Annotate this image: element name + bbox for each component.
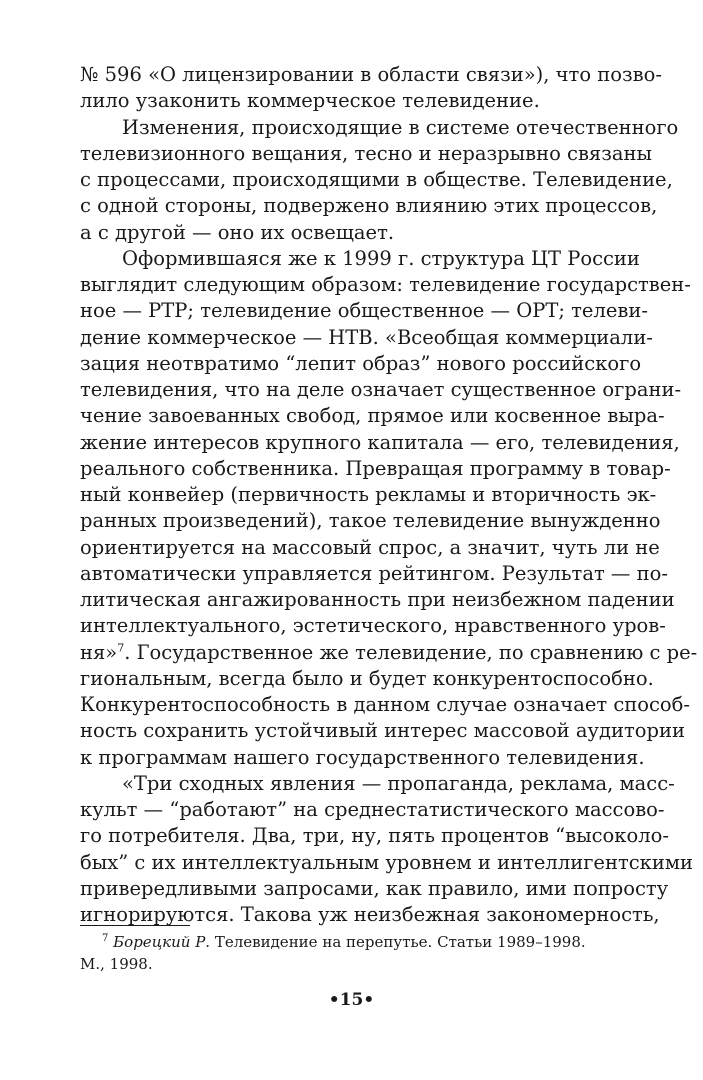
text-line: телевизионного вещания, тесно и неразрывно связаны xyxy=(80,141,653,165)
text-line: литическая ангажированность при неизбежном падении xyxy=(80,588,675,611)
text-line: выглядит следующим образом: телевидение государствен- xyxy=(80,273,691,296)
text-line: чение завоеванных свобод, прямое или косвенное выра- xyxy=(80,404,665,428)
text-line: «Три сходных явления — пропаганда, реклама, масс- xyxy=(122,771,675,795)
text-line: ное — РТР; телевидение общественное — ОРТ; телеви- xyxy=(80,299,648,323)
text-line: го потребителя. Два, три, ну, пять процентов “высоколо- xyxy=(80,824,669,848)
text-line: Оформившаяся же к 1999 г. структура ЦТ России xyxy=(122,246,640,270)
text-line: с процессами, происходящими в обществе. Телевидение, xyxy=(80,168,673,191)
text-line: ность сохранить устойчивый интерес массовой аудитории xyxy=(80,719,685,743)
text-line: жение интересов крупного капитала — его, телевидения, xyxy=(80,430,680,454)
text-line: автоматически управляется рейтингом. Результат — по- xyxy=(80,561,668,585)
text-line: лило узаконить коммерческое телевидение. xyxy=(80,89,540,113)
footnote-divider xyxy=(80,925,190,926)
footnote-line xyxy=(80,931,620,953)
footnote-author: Борецкий Р. xyxy=(113,933,211,951)
footnote-text: Телевидение на перепутье. Статьи 1989–1998. xyxy=(210,933,586,951)
text-line: ранных произведений), такое телевидение вынужденно xyxy=(80,509,661,533)
text-line: ориентируется на массовый спрос, а значит, чуть ли не xyxy=(80,535,660,559)
text-line: реального собственника. Превращая программу в товар- xyxy=(80,456,671,480)
text-line: культ — “работают” на среднестатистического массово- xyxy=(80,798,665,821)
page-number: •15• xyxy=(328,990,375,1010)
text-fragment: . Государственное же телевидение, по сравнению с ре- xyxy=(124,640,698,664)
text-line: привередливыми запросами, как правило, ими попросту xyxy=(80,876,669,900)
text-line: Изменения, происходящие в системе отечественного xyxy=(122,115,679,139)
text-line: а с другой — оно их освещает. xyxy=(80,220,395,244)
text-line: игнорируются. Такова уж неизбежная закономерность, xyxy=(80,903,660,926)
text-line: интеллектуального, эстетического, нравственного уров- xyxy=(80,614,666,638)
text-line: зация неотвратимо “лепит образ” нового российского xyxy=(80,351,642,375)
footnote xyxy=(80,931,620,975)
text-line: Конкурентоспособность в данном случае означает способ- xyxy=(80,693,690,716)
footnote-ref: 7 xyxy=(117,641,125,654)
text-line: к программам нашего государственного телевидения. xyxy=(80,745,645,769)
text-fragment: ня» xyxy=(80,640,118,664)
footnote-number: 7 xyxy=(102,933,109,944)
text-line: № 596 «О лицензировании в области связи»), что позво- xyxy=(80,63,662,86)
text-line xyxy=(80,640,698,666)
text-line: с одной стороны, подвержено влиянию этих процессов, xyxy=(80,194,658,218)
text-line: гиональным, всегда было и будет конкурентоспособно. xyxy=(80,666,654,690)
text-line: дение коммерческое — НТВ. «Всеобщая коммерциали- xyxy=(80,325,653,349)
body-text xyxy=(80,62,698,928)
text-line: бых” с их интеллектуальным уровнем и интеллигентскими xyxy=(80,850,694,874)
text-line: ный конвейер (первичность рекламы и вторичность эк- xyxy=(80,483,657,506)
footnote-line: М., 1998. xyxy=(80,955,153,973)
text-line: телевидения, что на деле означает существенное ограни- xyxy=(80,378,682,401)
